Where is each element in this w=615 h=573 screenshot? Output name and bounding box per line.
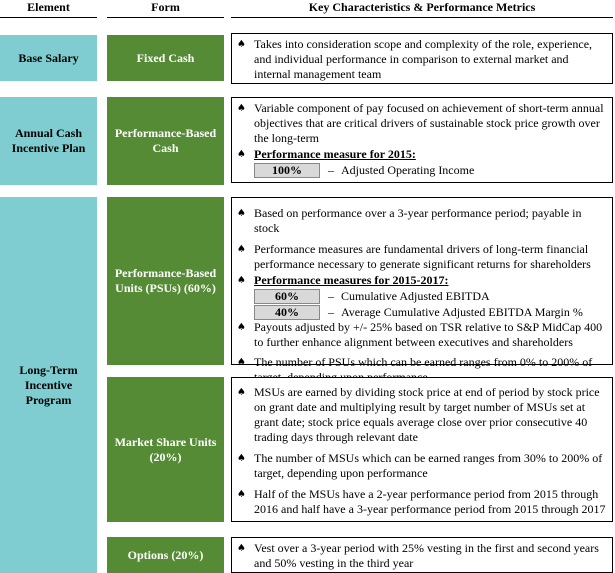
performance-measure-label: Performance measure for 2015: xyxy=(254,147,416,161)
spade-bullet-icon: ♠ xyxy=(237,387,246,398)
form-performance-based-units: Performance-Based Units (PSUs) (60%) xyxy=(107,197,224,365)
characteristics-options xyxy=(231,537,613,573)
metric-weight: 60% xyxy=(254,289,320,304)
spade-bullet-icon: ♠ xyxy=(237,149,246,160)
spade-bullet-icon: ♠ xyxy=(237,453,246,464)
characteristics-msu xyxy=(231,377,613,522)
spade-bullet-icon: ♠ xyxy=(237,275,246,286)
characteristics-base-salary xyxy=(231,33,613,84)
header-underline xyxy=(107,17,224,18)
spade-bullet-icon: ♠ xyxy=(237,103,246,114)
metric-row: 40% – Average Cumulative Adjusted EBITDA Margin % xyxy=(237,305,606,320)
bullet-item: ♠ Payouts adjusted by +/- 25% based on TSR relative to S&P MidCap 400 to further enhance alignment between executives and shareholders xyxy=(237,320,603,349)
form-options: Options (20%) xyxy=(107,537,224,573)
column-header-form: Form xyxy=(151,0,180,14)
header-underline xyxy=(0,17,97,18)
spade-bullet-icon: ♠ xyxy=(237,357,246,368)
spade-bullet-icon: ♠ xyxy=(237,244,246,255)
spade-bullet-icon: ♠ xyxy=(237,39,246,50)
metric-name: Cumulative Adjusted EBITDA xyxy=(341,289,490,303)
element-base-salary: Base Salary xyxy=(0,35,97,81)
metric-row: 60% – Cumulative Adjusted EBITDA xyxy=(237,289,606,304)
metric-weight: 100% xyxy=(254,163,320,178)
characteristics-annual-cash xyxy=(231,97,613,183)
bullet-item: ♠ The number of MSUs which can be earned ranges from 30% to 200% of target, depending upon performance xyxy=(237,451,603,480)
spade-bullet-icon: ♠ xyxy=(237,322,246,333)
bullet-item: ♠ The number of PSUs which can be earned ranges from 0% to 200% of xyxy=(237,355,593,369)
metric-name: Average Cumulative Adjusted EBITDA Margin % xyxy=(341,305,583,319)
form-performance-based-cash: Performance-Based Cash xyxy=(107,97,224,185)
metric-row: 100% – Adjusted Operating Income xyxy=(237,163,606,178)
column-header-key: Key Characteristics & Performance Metrics xyxy=(308,0,536,14)
bullet-item xyxy=(237,273,606,288)
performance-measure-label: Performance measures for 2015-2017: xyxy=(254,273,449,287)
spade-bullet-icon: ♠ xyxy=(237,543,246,554)
element-annual-cash-incentive-plan: Annual Cash Incentive Plan xyxy=(0,97,97,185)
spade-bullet-icon: ♠ xyxy=(237,208,246,219)
form-market-share-units: Market Share Units (20%) xyxy=(107,377,224,522)
spade-bullet-icon: ♠ xyxy=(237,489,246,500)
element-long-term-incentive-program: Long-Term Incentive Program xyxy=(0,197,97,573)
bullet-item: ♠ Half of the MSUs have a 2-year performance period from 2015 through 2016 and half have a 3-year performance period from 2015 through 2017 xyxy=(237,487,606,516)
bullet-item: ♠ Performance measures are fundamental drivers of long-term financial performance necessary to generate significant returns for shareholders xyxy=(237,242,591,271)
bullet-item: ♠ MSUs are earned by dividing stock price at end of period by stock price on grant date and multiplying result by target number of MSUs set at grant date; stock price equals average close over prior consecutive 40 trading days through relevant date xyxy=(237,385,600,444)
column-header-element: Element xyxy=(27,0,70,14)
form-fixed-cash: Fixed Cash xyxy=(107,35,224,81)
metric-weight: 40% xyxy=(254,305,320,320)
characteristics-psu xyxy=(231,197,613,369)
bullet-item xyxy=(237,147,606,162)
metric-name: Adjusted Operating Income xyxy=(341,163,475,177)
header-underline xyxy=(231,17,613,18)
bullet-item: ♠ Vest over a 3-year period with 25% vesting in the first and second years and 50% vesting in the third year xyxy=(237,541,599,570)
bullet-item: ♠ Variable component of pay focused on achievement of short-term annual objectives that are critical drivers of sustainable stock price growth over the long-term xyxy=(237,101,604,145)
bullet-item: ♠ Based on performance over a 3-year performance period; payable in stock xyxy=(237,206,582,235)
bullet-item: ♠ Takes into consideration scope and complexity of the role, experience, and individual performance in comparison to external market and internal management team xyxy=(237,37,593,81)
